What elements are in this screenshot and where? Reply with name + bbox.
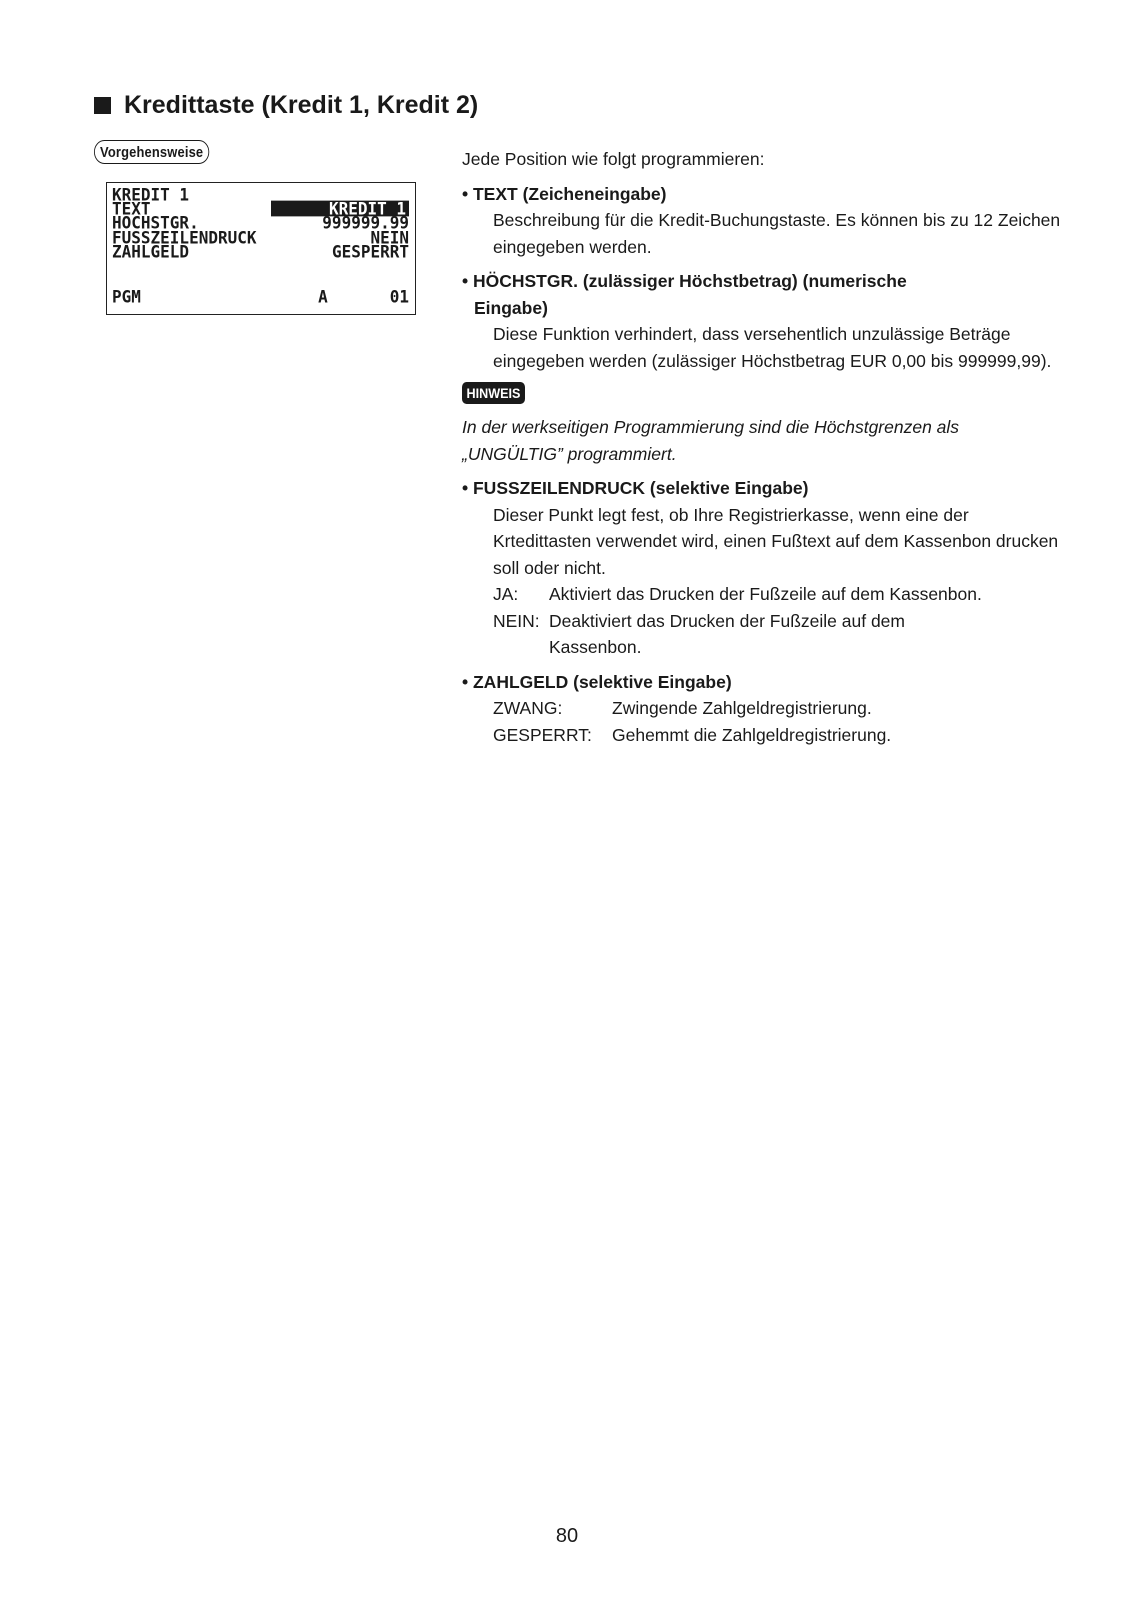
lcd-display — [106, 182, 416, 315]
gesperrt-desc: Gehemmt die Zahlgeldregistrierung. — [612, 724, 892, 745]
lcd-line-4-left: FUSSZEILENDRUCK — [112, 227, 257, 248]
black-square-icon — [94, 97, 111, 114]
lcd-line-5-right: GESPERRT — [331, 241, 409, 262]
content-column — [462, 146, 1062, 748]
lcd-status-a: A — [318, 286, 328, 307]
gesperrt-term: GESPERRT: — [493, 724, 592, 745]
vorgehensweise-badge: Vorgehensweise — [94, 140, 209, 164]
hinweis-text: In der werkseitigen Programmierung sind die Höchstgrenzen als „UNGÜLTIG” programmiert. — [462, 417, 960, 464]
hoechst-item-body: Diese Funktion verhindert, dass versehentlich unzulässige Beträge eingegeben werden (zulässiger Höchstbetrag EUR 0,00 bis 999999,99). — [493, 324, 1052, 371]
intro-text: Jede Position wie folgt programmieren: — [462, 149, 765, 169]
zahl-option-zwang — [462, 695, 1062, 722]
lcd-line-3-left: HÖCHSTGR. — [112, 212, 199, 233]
text-item-body: Beschreibung für die Kredit-Buchungstaste. Es können bis zu 12 Zeichen eingegeben werden. — [493, 210, 1061, 257]
lcd-line-5 — [112, 241, 409, 262]
ja-desc: Aktiviert das Drucken der Fußzeile auf dem Kassenbon. — [549, 584, 982, 604]
lcd-line-5-left: ZAHLGELD — [112, 241, 190, 262]
lcd-status-mode: PGM — [112, 286, 141, 307]
zahl-item-heading: • ZAHLGELD (selektive Eingabe) — [462, 671, 732, 692]
lcd-line-1-left: KREDIT 1 — [112, 184, 190, 205]
hoechst-item-heading-1: • HÖCHSTGR. (zulässiger Höchstbetrag) (numerische — [462, 271, 907, 291]
section-title-text: Kredittaste (Kredit 1, Kredit 2) — [124, 91, 479, 119]
nein-desc: Deaktiviert das Drucken der Fußzeile auf dem Kassenbon. — [549, 610, 905, 657]
section-title — [94, 91, 478, 120]
lcd-status-line — [112, 286, 409, 307]
lcd-status-number: 01 — [389, 286, 409, 307]
lcd-line-2-left: TEXT — [112, 198, 151, 219]
fuss-item-heading: • FUSSZEILENDRUCK (selektive Eingabe) — [462, 478, 809, 498]
fuss-option-ja — [462, 581, 1062, 608]
zwang-term: ZWANG: — [493, 698, 563, 718]
fuss-item-body: Dieser Punkt legt fest, ob Ihre Registrierkasse, wenn eine der Krtedittasten verwendet wird, einen Fußtext auf dem Kassenbon drucken soll oder nicht. — [493, 504, 1059, 578]
lcd-line-4-right: NEIN — [370, 227, 409, 248]
fuss-option-nein — [462, 608, 1062, 661]
hinweis-badge: HINWEIS — [462, 382, 525, 404]
ja-term: JA: — [493, 584, 519, 604]
lcd-cursor-field: KREDIT 1 — [271, 201, 409, 217]
lcd-line-3-right: 999999.99 — [322, 212, 409, 233]
zwang-desc: Zwingende Zahlgeldregistrierung. — [612, 698, 872, 718]
text-item-heading: • TEXT (Zeicheneingabe) — [462, 183, 667, 204]
hoechst-item-heading-2: Eingabe) — [474, 297, 548, 318]
nein-term: NEIN: — [493, 610, 540, 631]
page-number: 80 — [555, 1525, 579, 1547]
zahl-option-gesperrt — [462, 722, 1062, 749]
